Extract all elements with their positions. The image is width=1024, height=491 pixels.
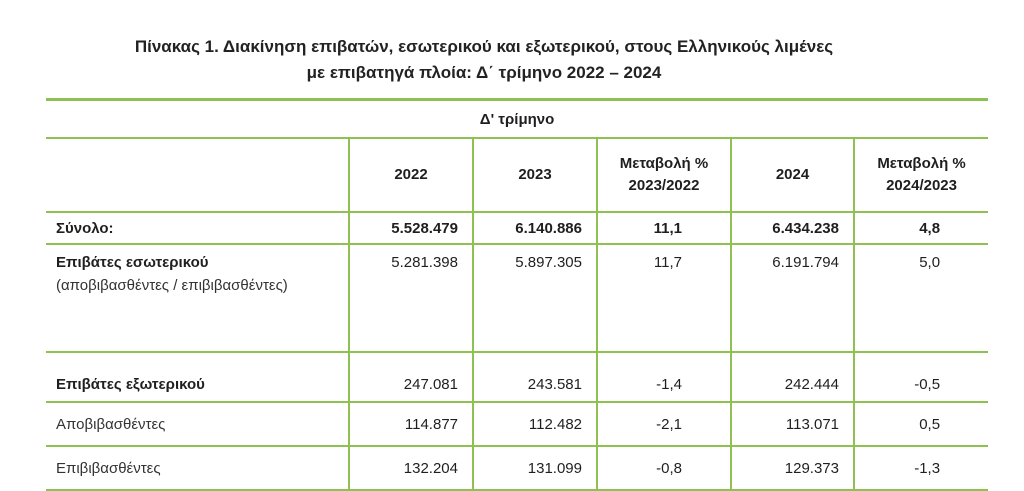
row-label: Σύνολο: bbox=[46, 212, 349, 244]
table-row bbox=[46, 352, 988, 402]
column-header-row bbox=[46, 138, 988, 212]
header-change-2023-2022-line1: Μεταβολή % bbox=[619, 155, 709, 172]
header-empty bbox=[46, 138, 349, 212]
cell-2024: 129.373 bbox=[731, 446, 854, 490]
row-label-cell bbox=[46, 244, 349, 352]
passenger-table bbox=[46, 98, 988, 491]
cell-2024: 242.444 bbox=[731, 352, 854, 402]
header-2024: 2024 bbox=[731, 138, 854, 212]
cell-change-2: 5,0 bbox=[854, 244, 988, 352]
row-label: Επιβάτες εσωτερικού bbox=[56, 254, 209, 271]
row-label: Αποβιβασθέντες bbox=[46, 402, 349, 446]
cell-2022: 132.204 bbox=[349, 446, 473, 490]
table-row bbox=[46, 402, 988, 446]
cell-change-1: 11,1 bbox=[597, 212, 731, 244]
cell-2023: 6.140.886 bbox=[473, 212, 597, 244]
cell-2024: 6.434.238 bbox=[731, 212, 854, 244]
cell-change-2: 0,5 bbox=[854, 402, 988, 446]
cell-2023: 131.099 bbox=[473, 446, 597, 490]
cell-2024: 113.071 bbox=[731, 402, 854, 446]
row-label: Επιβάτες εξωτερικού bbox=[46, 352, 349, 402]
cell-2022: 5.281.398 bbox=[349, 244, 473, 352]
quarter-header-row bbox=[46, 100, 988, 139]
header-change-2024-2023 bbox=[854, 138, 988, 212]
cell-2023: 243.581 bbox=[473, 352, 597, 402]
row-sublabel: (αποβιβασθέντες / επιβιβασθέντες) bbox=[56, 277, 288, 294]
cell-change-1: -2,1 bbox=[597, 402, 731, 446]
cell-2023: 112.482 bbox=[473, 402, 597, 446]
cell-change-2: -0,5 bbox=[854, 352, 988, 402]
table-title bbox=[0, 34, 968, 86]
cell-change-2: -1,3 bbox=[854, 446, 988, 490]
cell-2024: 6.191.794 bbox=[731, 244, 854, 352]
table-row bbox=[46, 446, 988, 490]
row-label: Επιβιβασθέντες bbox=[46, 446, 349, 490]
table-row bbox=[46, 212, 988, 244]
cell-2022: 5.528.479 bbox=[349, 212, 473, 244]
cell-change-1: 11,7 bbox=[597, 244, 731, 352]
header-2023: 2023 bbox=[473, 138, 597, 212]
cell-2022: 247.081 bbox=[349, 352, 473, 402]
header-change-2024-2023-line1: Μεταβολή % bbox=[877, 155, 966, 172]
title-line-1: Πίνακας 1. Διακίνηση επιβατών, εσωτερικού και εξωτερικού, στους Ελληνικούς λιμένες bbox=[134, 37, 834, 56]
header-change-2024-2023-line2: 2024/2023 bbox=[886, 177, 957, 194]
header-change-2023-2022-line2: 2023/2022 bbox=[628, 177, 700, 194]
cell-change-2: 4,8 bbox=[854, 212, 988, 244]
cell-2023: 5.897.305 bbox=[473, 244, 597, 352]
cell-change-1: -0,8 bbox=[597, 446, 731, 490]
cell-2022: 114.877 bbox=[349, 402, 473, 446]
header-2022: 2022 bbox=[349, 138, 473, 212]
header-change-2023-2022 bbox=[597, 138, 731, 212]
cell-change-1: -1,4 bbox=[597, 352, 731, 402]
quarter-header: Δ' τρίμηνο bbox=[46, 100, 988, 139]
title-line-2: με επιβατηγά πλοία: Δ΄ τρίμηνο 2022 – 2024 bbox=[306, 63, 662, 82]
table-row bbox=[46, 244, 988, 352]
